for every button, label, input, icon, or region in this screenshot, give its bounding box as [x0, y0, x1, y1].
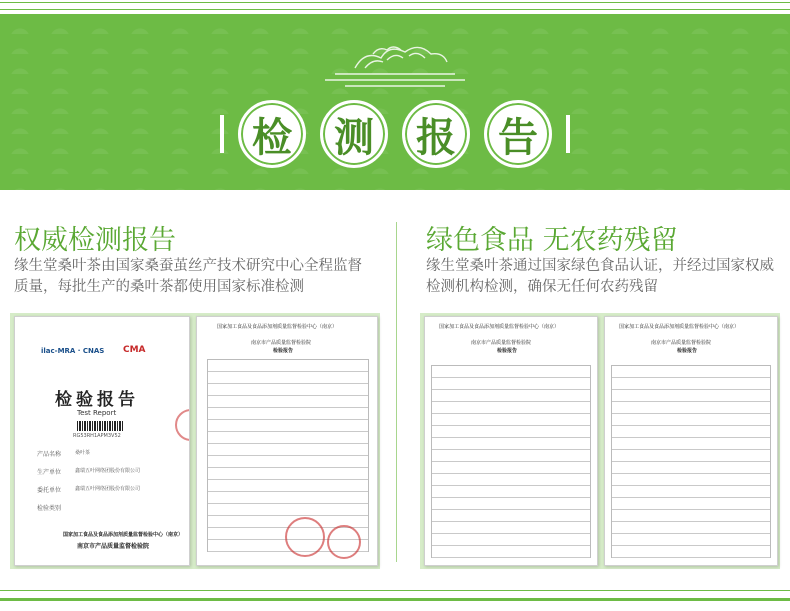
cnas-logo-icon: ilac-MRA · CNAS: [41, 347, 105, 355]
field-value: 鑫瑞五叶网络团股份有限公司: [75, 468, 141, 474]
test-report-cover: [14, 316, 190, 566]
page-header-2: 南京市产品质量监督检验院: [471, 340, 532, 346]
left-section-description: 缘生堂桑叶茶由国家桑蚕茧丝产技术研究中心全程监督质量，每批生产的桑叶茶都使用国家标准检测: [14, 258, 362, 295]
field-label: 产品名称: [37, 451, 62, 458]
field-label: 委托单位: [37, 487, 62, 494]
bottom-border-bar: [0, 598, 790, 601]
red-seal-icon: [285, 517, 325, 557]
test-report-page: [604, 316, 778, 566]
issuer-name: 国家加工食品及食品添加剂质量监督检验中心（南京）: [63, 532, 184, 538]
right-section-title: 绿色食品 无农药残留: [426, 225, 678, 256]
issuer-name-2: 南京市产品质量监督检验院: [77, 543, 150, 550]
page-header-2: 南京市产品质量监督检验院: [651, 340, 712, 346]
field-label: 生产单位: [37, 469, 62, 476]
banner-title: [0, 98, 790, 170]
page-heading: 检验报告: [273, 348, 294, 354]
report-table: [431, 365, 591, 558]
title-bar-left: [220, 115, 224, 153]
title-char: 检: [238, 100, 306, 168]
cover-heading: 检验报告: [55, 390, 139, 410]
field-label: 检验类别: [37, 505, 62, 512]
report-table: [611, 365, 771, 558]
red-seal-icon: [327, 525, 361, 559]
page-heading: 检验报告: [677, 348, 698, 354]
title-char: 报: [402, 100, 470, 168]
test-report-page: [424, 316, 598, 566]
title-char: 测: [320, 100, 388, 168]
report-table: [207, 359, 369, 552]
cover-subheading: Test Report: [77, 409, 117, 417]
page-header: 国家加工食品及食品添加剂质量监督检验中心（南京）: [217, 324, 338, 330]
title-bar-right: [566, 115, 570, 153]
top-border-line: [0, 2, 790, 10]
page-header: 国家加工食品及食品添加剂质量监督检验中心（南京）: [439, 324, 560, 330]
header-banner: [0, 14, 790, 190]
field-value: 鑫瑞五叶网络团股份有限公司: [75, 486, 141, 492]
test-report-page: [196, 316, 378, 566]
page-header-2: 南京市产品质量监督检验院: [251, 340, 312, 346]
report-number: RG53RH1APM3V52: [73, 433, 121, 439]
title-char: 告: [484, 100, 552, 168]
cma-logo-icon: CMA: [123, 345, 146, 355]
cloud-ornament-icon: [315, 34, 475, 92]
page-heading: 检验报告: [497, 348, 518, 354]
column-divider: [396, 222, 397, 562]
right-section-description: 缘生堂桑叶茶通过国家绿色食品认证，并经过国家权威检测机构检测，确保无任何农药残留: [426, 258, 774, 295]
page-header: 国家加工食品及食品添加剂质量监督检验中心（南京）: [619, 324, 740, 330]
red-seal-icon: [175, 409, 190, 441]
bottom-border-line: [0, 590, 790, 591]
field-value: 桑叶茶: [75, 450, 91, 456]
left-section-title: 权威检测报告: [14, 225, 176, 256]
barcode-icon: [77, 421, 123, 431]
